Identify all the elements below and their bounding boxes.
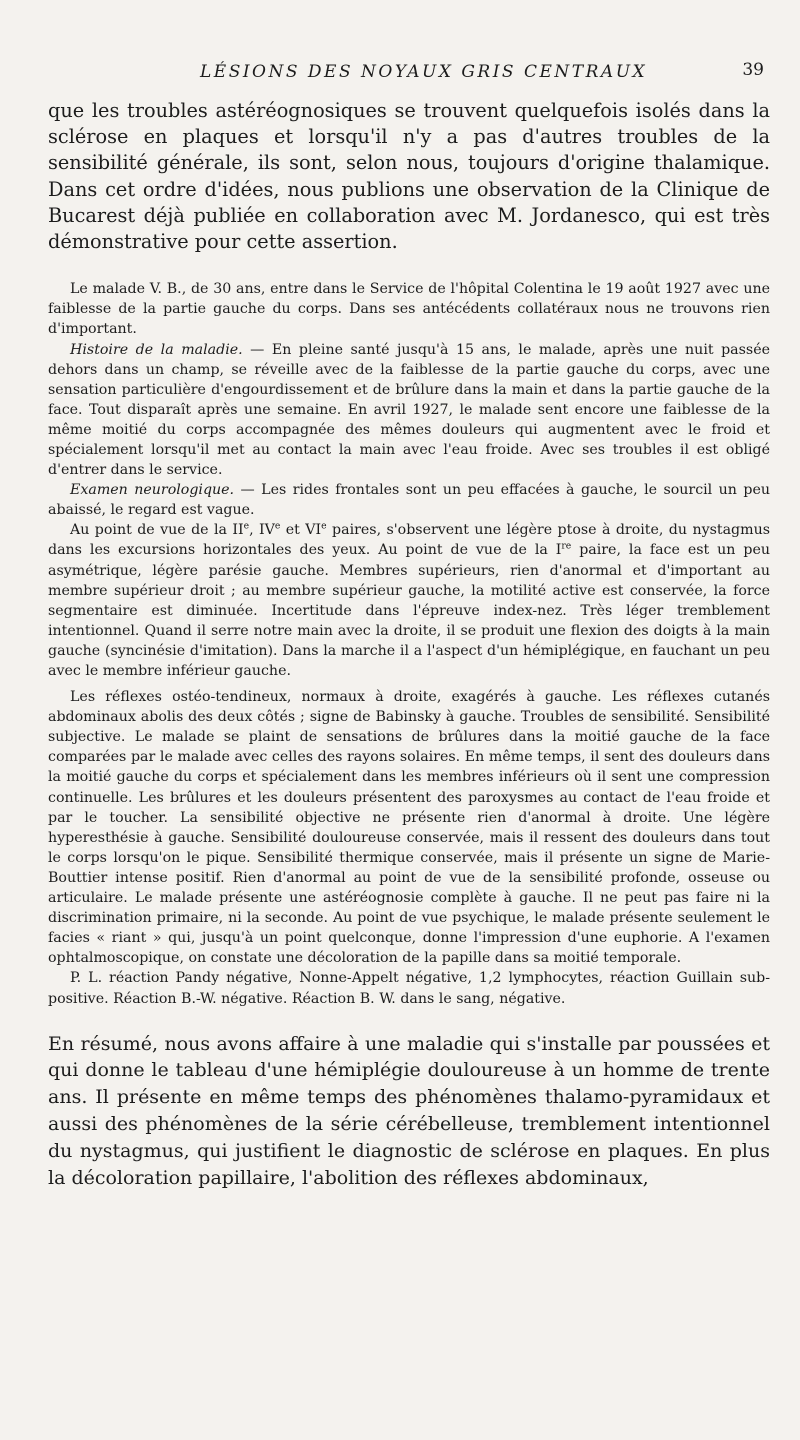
cranial-text-c: et VI: [280, 522, 322, 539]
superscript-1: e: [243, 520, 250, 532]
case-intro-paragraph: Le malade V. B., de 30 ans, entre dans le Service de l'hôpital Colentina le 19 août 1927 avec une faiblesse de la partie gauche du corps. Dans ses antécédents collatéraux nous ne trouvons rien d'important.: [48, 281, 770, 338]
superscript-4: re: [561, 540, 572, 552]
cranial-text-d: paires, s'observent une légère ptose à droite, du nystagmus dans les excursions horizontales des yeux. Au point de vue de la I: [48, 522, 770, 559]
history-paragraph: [48, 340, 770, 481]
superscript-3: e: [321, 520, 327, 532]
page-number: 39: [742, 60, 764, 80]
cranial-text-e: paire, la face est un peu asymétrique, légère parésie gauche. Membres supérieurs, rien d'anormal et d'important au membre supérieur droit ; au membre supérieur gauche, la motilité active est conservée, la force segmentaire est diminuée. Incertitude dans l'épreuve index-nez. Très léger tremblement intentionnel. Quand il serre notre main avec la droite, il se produit une flexion des doigts à la main gauche (syncinésie d'imitation). Dans la marche il a l'aspect d'un hémiplégique, en fauchant un peu avec le membre inférieur gauche.: [48, 542, 770, 679]
running-title: LÉSIONS DES NOYAUX GRIS CENTRAUX: [200, 62, 648, 82]
exam-paragraph: [48, 480, 770, 520]
reflexes-paragraph: Les réflexes ostéo-tendineux, normaux à droite, exagérés à gauche. Les réflexes cutanés abdominaux abolis des deux côtés ; signe de Babinsky à gauche. Troubles de sensibilité. Sensibilité subjective. Le malade se plaint de sensations de brûlures dans la moitié gauche de la face comparées par le malade avec celles des rayons solaires. En même temps, il sent des douleurs dans la moitié gauche du corps et spécialement dans les membres inférieurs où il sent une compression continuelle. Les brûlures et les douleurs présentent des paroxysmes au contact de l'eau froide et par le toucher. La sensibilité objective ne présente rien d'anormal à droite. Une légère hyperesthésie à gauche. Sensibilité douloureuse conservée, mais il ressent des douleurs dans tout le corps lorsqu'on le pique. Sensibilité thermique conservée, mais il présente un signe de Marie-Bouttier intense positif. Rien d'anormal au point de vue de la sensibilité profonde, osseuse ou articulaire. Le malade présente une astéréognosie complète à gauche. Il ne peut pas faire ni la discrimination primaire, ni la seconde. Au point de vue psychique, le malade présente seulement le facies « riant » qui, jusqu'à un point quelconque, donne l'impression d'une euphorie. A l'examen ophtalmoscopique, on constate une décoloration de la papille dans sa moitié temporale.: [48, 689, 770, 967]
history-text: — En pleine santé jusqu'à 15 ans, le malade, après une nuit passée dehors dans un champ, se réveille avec de la faiblesse de la partie gauche du corps, avec une sensation particulière d'engourdissement et de brûlure dans la main et dans la partie gauche de la face. Tout disparaît après une semaine. En avril 1927, le malade sent encore une faiblesse de la même moitié du corps accompagnée des mêmes douleurs qui augmentent avec le froid et spécialement lorsqu'il met au contact la main avec l'eau froide. Avec ses troubles il est obligé d'entrer dans le service.: [48, 341, 770, 479]
history-heading: Histoire de la maladie.: [70, 341, 243, 358]
cranial-text-b: , IV: [249, 522, 275, 539]
cranial-text-a: Au point de vue de la II: [70, 522, 244, 539]
page-header: [48, 58, 770, 98]
intro-paragraph: que les troubles astéréognosiques se trouvent quelquefois isolés dans la sclérose en plaques et lorsqu'il n'y a pas d'autres troubles de la sensibilité générale, ils sont, selon nous, toujours d'origine thalamique. Dans cet ordre d'idées, nous publions une observation de la Clinique de Bucarest déjà publiée en collaboration avec M. Jordanesco, qui est très démonstrative pour cette assertion.: [48, 99, 770, 254]
exam-heading: Examen neurologique.: [70, 482, 235, 499]
exam-text: — Les rides frontales sont un peu effacées à gauche, le sourcil un peu abaissé, le regard est vague.: [48, 482, 770, 519]
cranial-nerves-paragraph: [48, 520, 770, 681]
superscript-2: e: [274, 520, 281, 532]
lab-results-paragraph: P. L. réaction Pandy négative, Nonne-Appelt négative, 1,2 lymphocytes, réaction Guillain sub-positive. Réaction B.-W. négative. Réaction B. W. dans le sang, négative.: [48, 970, 770, 1007]
conclusion-paragraph: En résumé, nous avons affaire à une maladie qui s'installe par poussées et qui donne le tableau d'une hémiplégie douloureuse à un homme de trente ans. Il présente en même temps des phénomènes thalamo-pyramidaux et aussi des phénomènes de la série cérébelleuse, tremblement intentionnel du nystagmus, qui justifient le diagnostic de sclérose en plaques. En plus la décoloration papillaire, l'abolition des réflexes abdominaux,: [48, 1032, 770, 1189]
